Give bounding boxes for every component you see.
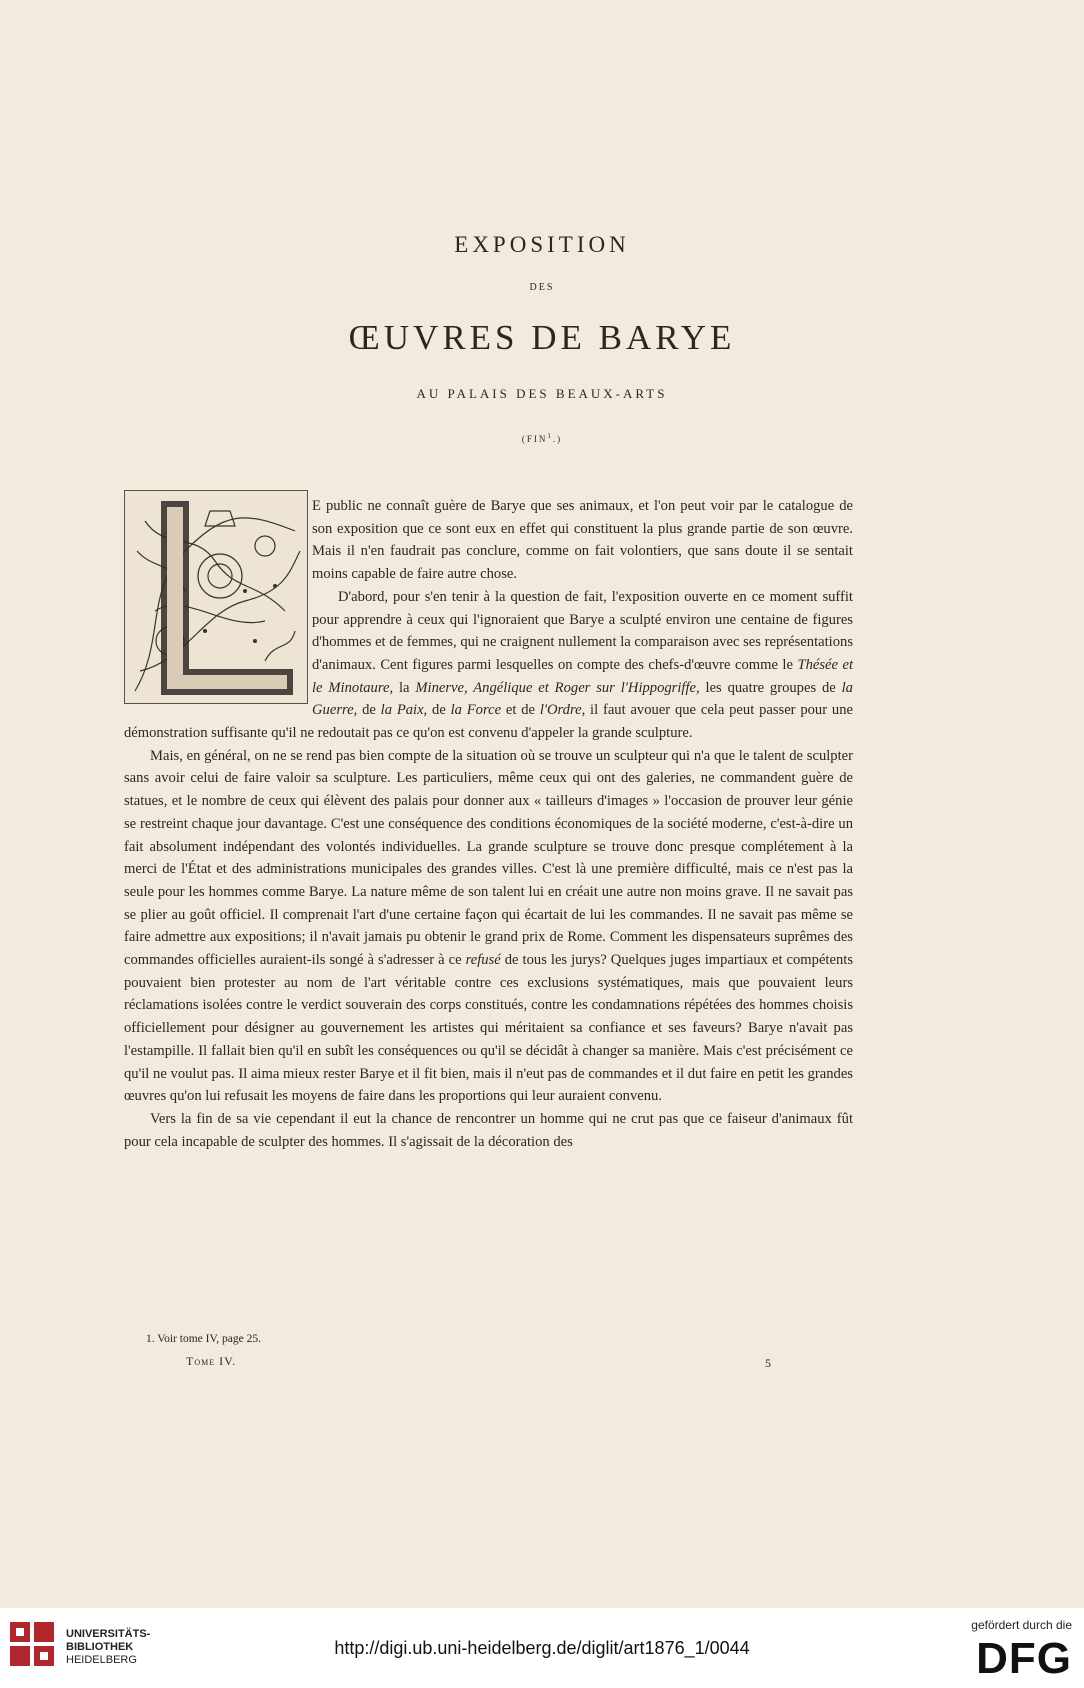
ub-line-2: BIBLIOTHEK [66, 1641, 134, 1653]
paragraph-4: Vers la fin de sa vie cependant il eut la chance de rencontrer un homme qui ne crut pas que ce faiseur d'animaux fût pour cela incapable de sculpter des hommes. Il s'agissait de la décoration des [124, 1110, 853, 1150]
p2-title-minerve: Minerve, Angélique et Roger sur l'Hippogriffe, [415, 679, 700, 696]
p2-title-thesee: Thésée et le Minotaure, [312, 656, 854, 696]
p2-text-c: les quatre groupes de [699, 679, 842, 696]
page-number: 5 [765, 1356, 771, 1370]
p2-text-b: la [393, 679, 416, 696]
initial-letter-tail: E [312, 498, 321, 514]
p2-text-g: il faut avouer que cela peut passer pour une démonstration suffisante qu'il ne redoutait pas ce qu'on est convenu d'appeler la grande sculpture. [124, 702, 853, 742]
p2-title-guerre: la Guerre, [312, 679, 853, 719]
paragraph-1-text: public ne connaît guère de Barye que ses animaux, et l'on peut voir par le catalogue de son exposition que ce sont eux en effet qui constituent la plus grande partie de son œuvre. Mais il n'en faudrait pas conclure, comme on fait volontiers, que sans doute il se sentait moins capable de faire autre chose. [312, 498, 853, 583]
dfg-funding-label: gefördert durch die [971, 1618, 1072, 1632]
subtitle-palais: AU PALAIS DES BEAUX-ARTS [416, 386, 668, 401]
ub-line-3: HEIDELBERG [66, 1654, 137, 1666]
article-body [124, 495, 853, 1153]
fin-sup: 1 [547, 432, 553, 440]
p2-title-paix: la Paix, [380, 702, 428, 719]
p3-text-b: de tous les jurys? Quelques juges impartiaux et compétents pouvaient bien protester au nom de l'art véritable contre ces exclusions systématiques, mais que pouvaient leurs réclamations isolées contre le verdict souverain des corps constitués, contre les condamnations répétées des hommes choisis officiellement pour désigner au gouvernement les artistes qui méritaient sa confiance et ses faveurs? Barye n'avait pas l'estampille. Il fallait bien qu'il en subît les conséquences ou qu'il se décidât à changer sa manière. Mais c'est précisément ce qu'il ne voulut pas. Il aima mieux rester Barye et il fit bien, mais il n'eut pas de commandes et il dut faire en petit les grandes œuvres qu'on lui refusait les moyens de faire dans les proportions qui leur auraient convenu. [124, 952, 853, 1105]
title-des: DES [529, 282, 555, 293]
footnote: 1. Voir tome IV, page 25. [146, 1333, 261, 1345]
dropcap-space [124, 495, 312, 701]
p2-text-a: D'abord, pour s'en tenir à la question de fait, l'exposition ouverte en ce moment suffit pour apprendre à ceux qui l'ignoraient que Barye a sculpté environ une centaine de figures d'hommes et de femmes, qui ne craignent nullement la comparaison avec ses représentations d'animaux. Cent figures parmi lesquelles on compte des chefs-d'œuvre comme le [312, 588, 853, 673]
p2-text-e: de [427, 702, 451, 719]
dfg-logo: DFG [976, 1634, 1072, 1683]
p3-text-a: Mais, en général, on ne se rend pas bien compte de la situation où se trouve un sculpteur qui n'a que le talent de sculpter sans avoir celui de faire valoir sa sculpture. Les particuliers, même ceux qui ont des galeries, ne commandent guère de statues, et le nombre de ceux qui élèvent des palais pour donner aux « tailleurs d'images » l'occasion de prouver leur génie se restreint chaque jour davantage. C'est une conséquence des conditions économiques de la société moderne, c'est-à-dire un fait absolument indépendant des volontés individuelles. La grande sculpture se trouve donc presque complétement à la merci de l'État et des administrations municipales des grandes villes. C'est là une première difficulté, mais ce n'est pas la seule pour les hommes comme Barye. La nature même de son talent lui en créait une autre non moins grave. Il ne savait pas se plier au goût officiel. Il comprenait l'art d'une certaine façon qui écartait de lui les commandes. Il ne savait pas même se faire admettre aux expositions; il n'avait jamais pu obtenir le grand prix de Rome. Comment les dispensateurs suprêmes des commandes officielles auraient-ils songé à s'adresser à ce [124, 747, 853, 969]
tome-label: Tome IV. [186, 1354, 237, 1368]
p2-title-ordre: l'Ordre, [539, 702, 586, 719]
subtitle-fin [0, 432, 1084, 444]
p2-text-d: de [357, 702, 381, 719]
fin-close: .) [552, 434, 563, 444]
p3-word-refuse: refusé [465, 952, 501, 969]
title-oeuvres-de-barye: ŒUVRES DE BARYE [348, 318, 736, 357]
paragraph-3 [124, 745, 853, 1108]
p2-text-f: et de [501, 702, 540, 719]
permalink-url[interactable]: http://digi.ub.uni-heidelberg.de/diglit/art1876_1/0044 [334, 1638, 750, 1658]
fin-word: (FIN [521, 434, 548, 444]
p2-title-force: la Force [450, 702, 502, 719]
ub-line-1: UNIVERSITÄTS- [66, 1628, 151, 1640]
title-exposition: EXPOSITION [454, 232, 630, 257]
